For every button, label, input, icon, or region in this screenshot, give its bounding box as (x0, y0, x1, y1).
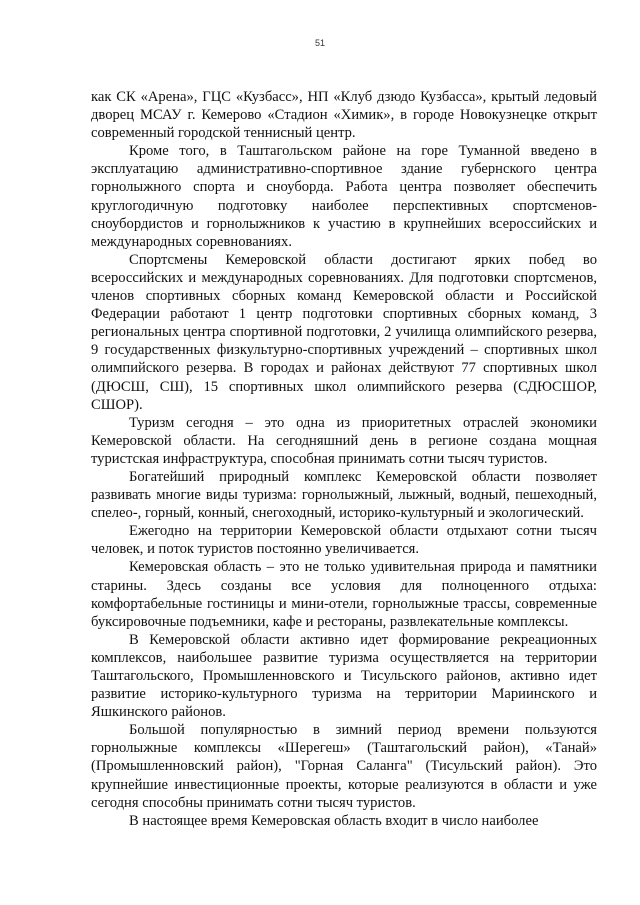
paragraph-1: как СК «Арена», ГЦС «Кузбасс», НП «Клуб дзюдо Кузбасса», крытый ледовый дворец МСАУ г. Кемерово «Стадион «Химик», в городе Новокузнецке открыт современный городской теннисный центр. (91, 89, 597, 142)
paragraph-9: Большой популярностью в зимний период времени пользуются горнолыжные комплексы «Шерегеш» (Таштагольский район), «Танай» (Промышленновский район), "Горная Саланга" (Тисульский район). Это крупнейшие инвестиционные проекты, которые реализуются в области и уже сегодня способны принимать сотни тысяч туристов. (91, 722, 597, 811)
paragraph-7: Кемеровская область – это не только удивительная природа и памятники старины. Здесь созданы все условия для полноценного отдыха: комфортабельные гостиницы и мини-отели, горнолыжные трассы, современные буксировочные подъемники, кафе и рестораны, развлекательные комплексы. (91, 559, 597, 630)
paragraph-2: Кроме того, в Таштагольском районе на горе Туманной введено в эксплуатацию административно-спортивное здание губернского центра горнолыжного спорта и сноуборда. Работа центра позволяет обеспечить круглогодичную подготовку наиболее перспективных спортсменов-сноубордистов и горнолыжников к участию в крупнейших всероссийских и международных соревнованиях. (91, 143, 597, 250)
paragraph-6: Ежегодно на территории Кемеровской области отдыхают сотни тысяч человек, и поток туристов постоянно увеличивается. (91, 523, 597, 558)
paragraph-4: Туризм сегодня – это одна из приоритетных отраслей экономики Кемеровской области. На сегодняшний день в регионе создана мощная туристская инфраструктура, способная принимать сотни тысяч туристов. (91, 414, 597, 467)
body-text (91, 88, 597, 830)
paragraph-10: В настоящее время Кемеровская область входит в число наиболее (129, 812, 539, 829)
paragraph-3: Спортсмены Кемеровской области достигают ярких побед во всероссийских и международных соревнованиях. Для подготовки спортсменов, членов спортивных сборных команд Кемеровской области и Российской Федерации работают 1 центр подготовки спортивных сборных команд, 3 региональных центра спортивной подготовки, 2 училища олимпийского резерва, 9 государственных физкультурно-спортивных учреждений – спортивных школ олимпийского резерва. В городах и районах действуют 77 спортивных школ (ДЮСШ, СШ), 15 спортивных школ олимпийского резерва (СДЮСШОР, СШОР). (91, 251, 597, 413)
paragraph-5: Богатейший природный комплекс Кемеровской области позволяет развивать многие виды туризма: горнолыжный, лыжный, водный, пешеходный, спелео-, горный, конный, снегоходный, историко-культурный и экологический. (91, 468, 597, 522)
page-number: 51 (314, 38, 325, 48)
paragraph-8: В Кемеровской области активно идет формирование рекреационных комплексов, наибольшее развитие туризма осуществляется на территории Таштагольского, Промышленновского и Тисульского районов, активно идет развитие историко-культурного туризма на территории Мариинского и Яшкинского районов. (91, 631, 597, 721)
